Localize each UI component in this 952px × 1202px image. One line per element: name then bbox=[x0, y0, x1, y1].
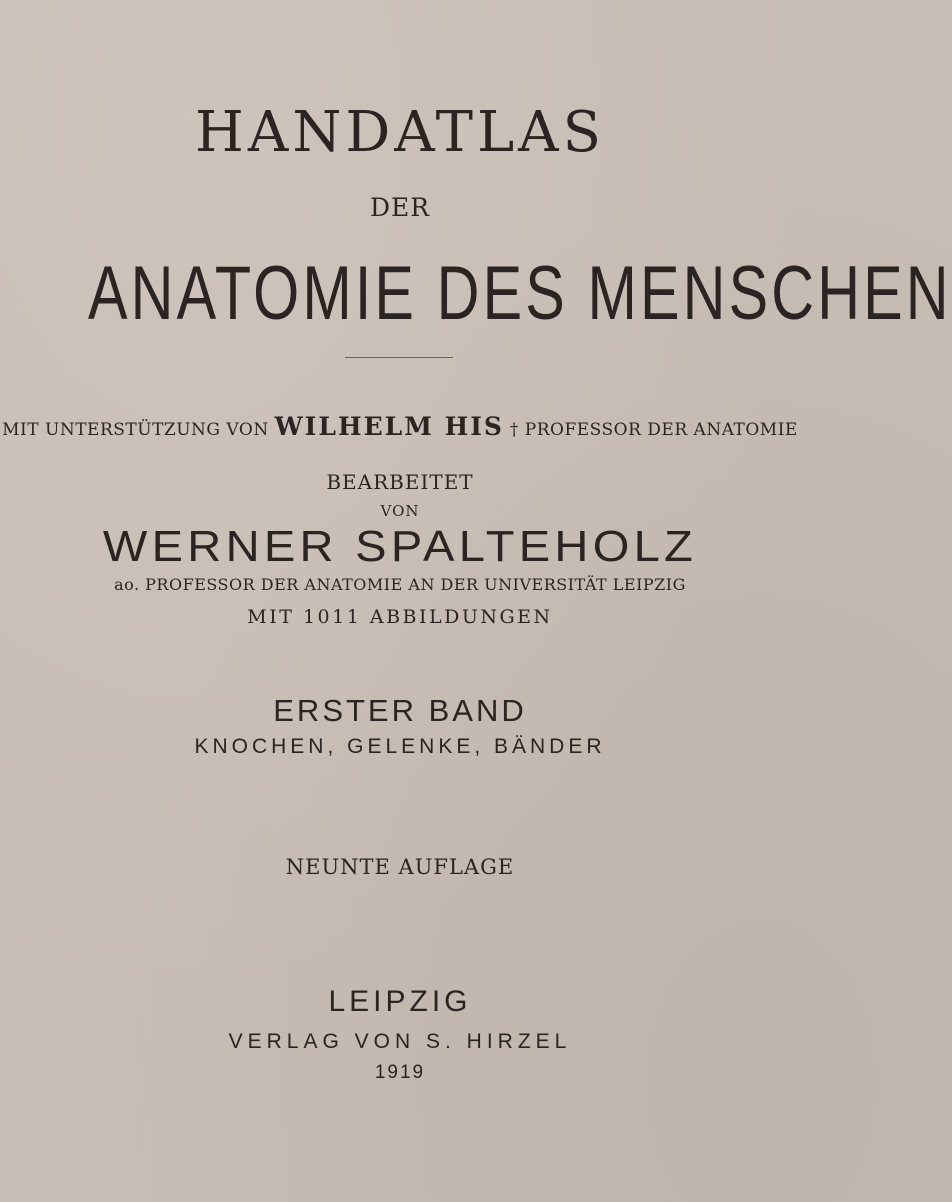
main-title: HANDATLAS bbox=[195, 100, 605, 165]
imprint-city: LEIPZIG bbox=[328, 985, 472, 1018]
subtitle bbox=[0, 412, 800, 441]
subtitle-name: WILHELM HIS bbox=[274, 412, 504, 441]
volume-topics: KNOCHEN, GELENKE, BÄNDER bbox=[194, 735, 606, 758]
author-title: ao. PROFESSOR DER ANATOMIE AN DER UNIVERSITÄT LEIPZIG bbox=[114, 575, 686, 594]
imprint-publisher: VERLAG VON S. HIRZEL bbox=[228, 1030, 572, 1053]
imprint-year: 1919 bbox=[374, 1062, 426, 1083]
title-der: DER bbox=[369, 193, 431, 222]
von-label: VON bbox=[380, 502, 420, 520]
volume-label: ERSTER BAND bbox=[273, 693, 527, 728]
edition: NEUNTE AUFLAGE bbox=[285, 855, 515, 879]
title-divider bbox=[345, 357, 453, 358]
title-anatomie: ANATOMIE DES MENSCHEN bbox=[88, 251, 952, 336]
author-name: WERNER SPALTEHOLZ bbox=[102, 522, 698, 571]
subtitle-suffix: † PROFESSOR DER ANATOMIE bbox=[509, 420, 798, 440]
figures-count: MIT 1011 ABBILDUNGEN bbox=[247, 606, 553, 628]
bearbeitet-label: BEARBEITET bbox=[326, 470, 474, 494]
subtitle-prefix: MIT UNTERSTÜTZUNG VON bbox=[2, 420, 269, 440]
